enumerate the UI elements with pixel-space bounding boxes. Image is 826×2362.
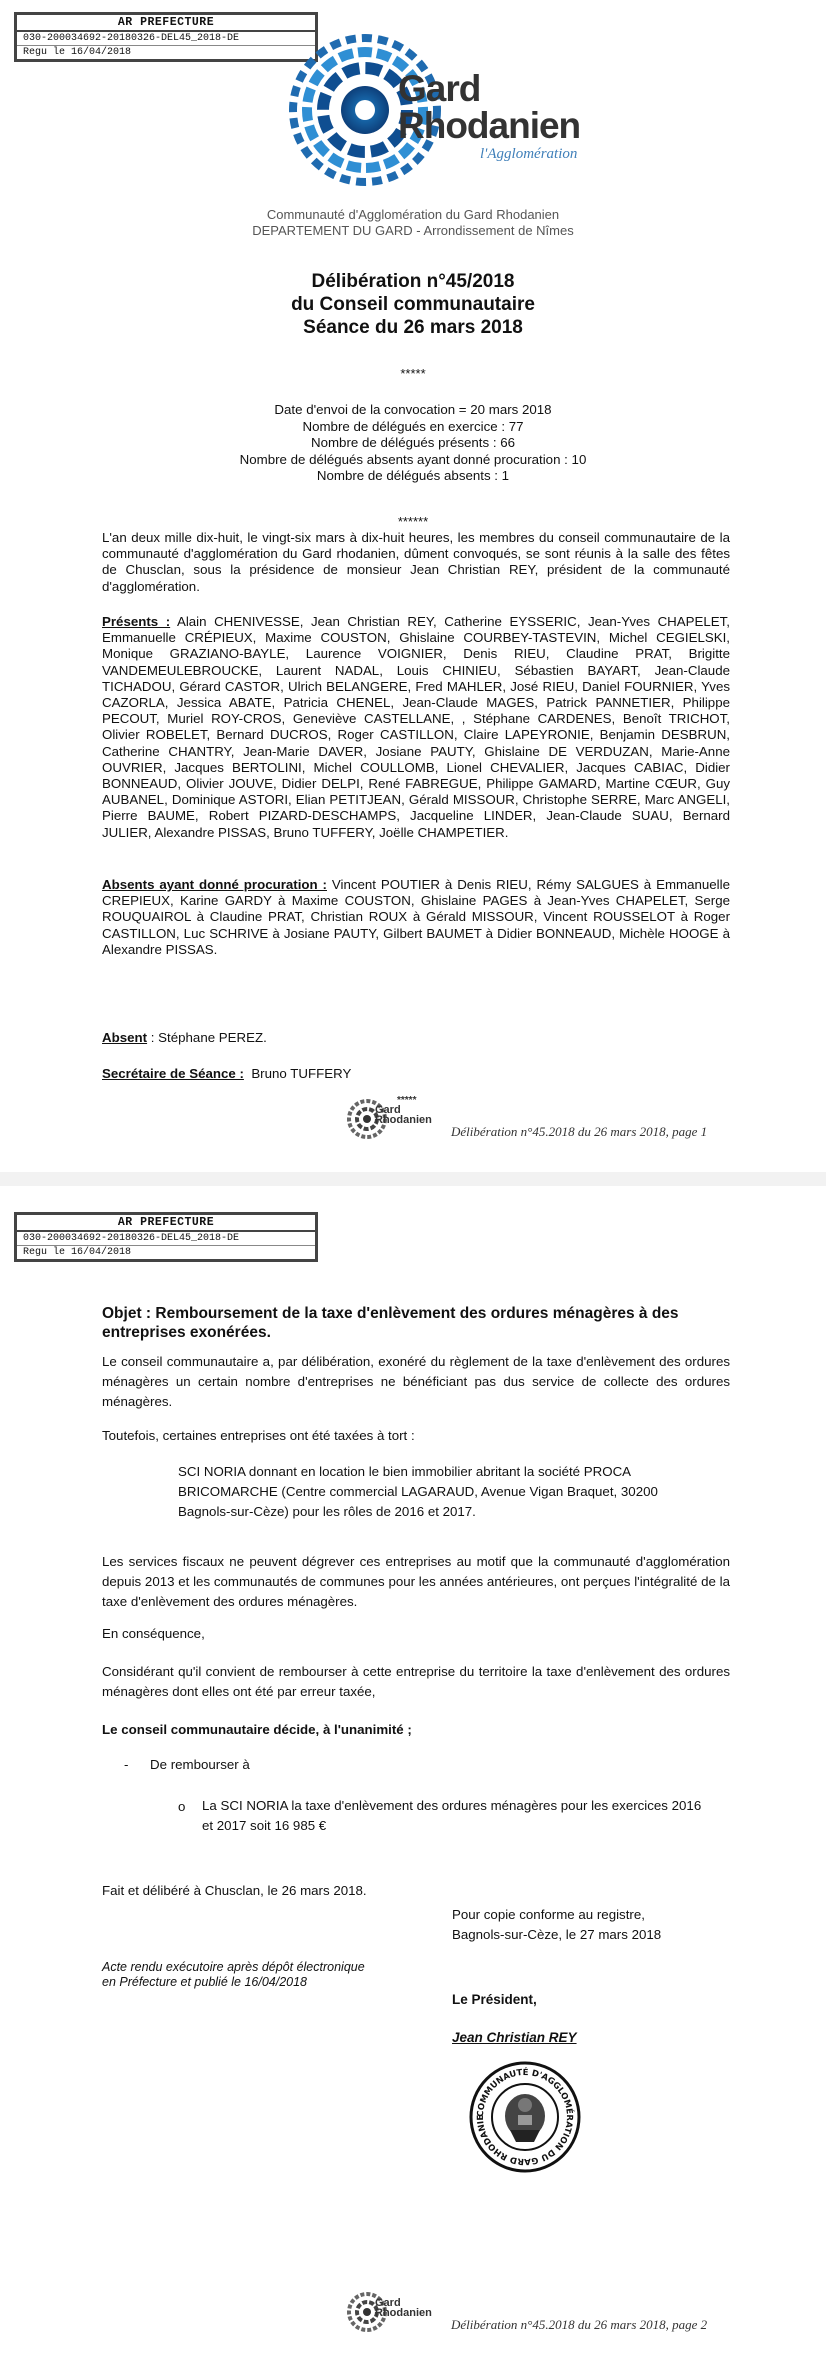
procurations-list: Vincent POUTIER à Denis RIEU, Rémy SALGUES à Emmanuelle CREPIEUX, Karine GARDY à Maxime COUSTON, Ghislaine PAGES à Jean-Yves CHAPELET, Serge ROUQUAIROL à Claudine PRAT, Christian ROUX à Gérald MISSOUR, Vincent ROUSSELOT à Roger CASTILLON, Luc SCHRIVE à Josiane PAUTY, Gilbert BAUMET à Didier BONNEAUD, Michèle HOOGE à Alexandre PISSAS. bbox=[102, 877, 730, 957]
secretaire-line bbox=[102, 1066, 730, 1082]
p2-paragraph-3: Les services fiscaux ne peuvent dégrever ces entreprises au motif que la communauté d'agglomération depuis 2013 et les communautés de communes pour les années antérieures, ont perçues l'intégralité de la taxe d'enlèvement des ordures ménagères. bbox=[102, 1554, 730, 1609]
seal-text: COMMUNAUTÉ D'AGGLOMÉRATION DU GARD RHODANIE bbox=[475, 2067, 575, 2167]
stats-block bbox=[0, 402, 826, 485]
dash-marker: - bbox=[124, 1757, 129, 1772]
president-title: Le Président, bbox=[452, 1992, 537, 2007]
copie-line-2: Bagnols-sur-Cèze, le 27 mars 2018 bbox=[452, 1927, 662, 1942]
acte-block bbox=[102, 1960, 365, 1990]
title-line-1: Délibération n°45/2018 bbox=[311, 271, 515, 292]
objet-heading: Objet : Remboursement de la taxe d'enlèvement des ordures ménagères à des entreprises exonérées. bbox=[102, 1305, 679, 1341]
secretaire-label: Secrétaire de Séance : bbox=[102, 1066, 244, 1081]
p2-paragraph-2: Toutefois, certaines entreprises ont été taxées à tort : bbox=[102, 1428, 415, 1443]
stamp-2-line-2: Regu le 16/04/2018 bbox=[17, 1245, 315, 1259]
footer-page-1: Délibération n°45.2018 du 26 mars 2018, page 1 bbox=[451, 1124, 708, 1139]
stat-exercice: Nombre de délégués en exercice : 77 bbox=[302, 418, 524, 434]
seal-icon bbox=[468, 2060, 582, 2174]
title-line-2: du Conseil communautaire bbox=[291, 294, 535, 315]
procurations-label: Absents ayant donné procuration : bbox=[102, 877, 327, 892]
footer-logo-2-line1: Gard bbox=[375, 2297, 401, 2309]
acte-line-2: en Préfecture et publié le 16/04/2018 bbox=[102, 1975, 308, 1989]
presents-list: Alain CHENIVESSE, Jean Christian REY, Catherine EYSSERIC, Jean-Yves CHAPELET, Emmanuelle CRÉPIEUX, Maxime COUSTON, Ghislaine COURBEY-TASTEVIN, Michel CEGIELSKI, Monique GRAZIANO-BAYLE, Laurence VOIGNIER, Denis RIEU, Claudine PRAT, Brigitte VANDEMEULEBROUCKE, Laurent NADAL, Louis CHINIEU, Sébastien BAYART, Jean-Claude TICHADOU, Gérard CASTOR, Ulrich BELANGERE, Fred MAHLER, José RIEU, Daniel FOURNIER, Yves CAZORLA, Jessica ABATE, Patricia CHENEL, Jean-Claude MAGES, Patrick PANNETIER, Philippe PECOUT, Muriel ROY-CROS, Geneviève CASTELLANE, , Stéphane CARDENES, Benoît TRICHOT, Olivier ROBELET, Bernard DUCROS, Roger CASTILLON, Claire LAPEYRONIE, Benjamin DESBRUN, Catherine CHANTRY, Jean-Marie DAVER, Josiane PAUTY, Ghislaine DE VERDUZAN, Marie-Anne OUVRIER, Jacques BERTOLINI, Michel COULLOMB, Lionel CHEVALIER, Jacques CABIAC, Didier BONNEAUD, Olivier JOUVE, Didier DELPI, René FABREGUE, Philippe GAMARD, Martine CŒUR, Guy AUBANEL, Dominique ASTORI, Elian PETITJEAN, Gérald MISSOUR, Christophe SERRE, Marc ANGELI, Pierre BAUME, Robert PIZARD-DESCHAMPS, Jacqueline LINDER, Jean-Claude SUAU, Bernard JULIER, Alexandre PISSAS, Bruno TUFFERY, Joëlle CHAMPETIER. bbox=[102, 614, 730, 840]
gard-rhodanien-logo bbox=[280, 20, 580, 205]
footer-logo-1-line1: Gard bbox=[375, 1104, 401, 1116]
presents-label: Présents : bbox=[102, 614, 171, 629]
bullet-1: De rembourser à bbox=[150, 1757, 250, 1772]
president-name: Jean Christian REY bbox=[452, 2030, 577, 2045]
p2-indented-entity: SCI NORIA donnant en location le bien immobilier abritant la société PROCA BRICOMARCHE (Centre commercial LAGARAUD, Avenue Vigan Braquet, 30200 Bagnols-sur-Cèze) pour les rôles de 2016 et 2017. bbox=[178, 1464, 658, 1519]
stamp-2-line-1: 030-200034692-20180326-DEL45_2018-DE bbox=[23, 1233, 240, 1244]
footer-stars: ***** bbox=[397, 1095, 417, 1106]
stamp-line-1: 030-200034692-20180326-DEL45_2018-DE bbox=[23, 33, 240, 44]
org-name: Communauté d'Agglomération du Gard Rhodanien bbox=[266, 207, 560, 222]
p2-paragraph-1: Le conseil communautaire a, par délibération, exonéré du règlement de la taxe d'enlèvement des ordures ménagères un certain nombre d'entreprises ne bénéficiant pas dus service de collecte des ordures ménagères. bbox=[102, 1354, 730, 1409]
page-separator bbox=[0, 1172, 826, 1186]
logo-tagline: l'Agglomération bbox=[480, 146, 578, 162]
prefecture-stamp-2 bbox=[14, 1212, 318, 1262]
p2-paragraph-4: En conséquence, bbox=[102, 1626, 205, 1641]
prefecture-stamp bbox=[14, 12, 318, 62]
footer-logo-2 bbox=[345, 2290, 435, 2334]
fait-line: Fait et délibéré à Chusclan, le 26 mars 2018. bbox=[102, 1883, 367, 1898]
stars-separator-1: ***** bbox=[400, 366, 426, 381]
procurations-paragraph bbox=[102, 877, 730, 958]
absent-label: Absent bbox=[102, 1030, 148, 1045]
footer-logo-1 bbox=[345, 1097, 435, 1141]
sub-bullet-1: La SCI NORIA la taxe d'enlèvement des ordures ménagères pour les exercices 2016 et 2017 soit 16 985 € bbox=[202, 1798, 702, 1833]
department: DEPARTEMENT DU GARD - Arrondissement de Nîmes bbox=[252, 223, 574, 238]
official-seal bbox=[468, 2060, 582, 2174]
acte-line-1: Acte rendu exécutoire après dépôt électronique bbox=[102, 1960, 365, 1974]
intro-paragraph: L'an deux mille dix-huit, le vingt-six mars à dix-huit heures, les membres du conseil communautaire de la communauté d'agglomération du Gard rhodanien, dûment convoqués, se sont réunis à la salle des fêtes de Chusclan, sous la présidence de monsieur Jean Christian REY, président de la communauté d'agglomération. bbox=[102, 530, 730, 594]
logo-line-2: Rhodanien bbox=[398, 105, 581, 146]
presents-paragraph bbox=[102, 614, 730, 841]
stars-separator-2: ****** bbox=[397, 514, 429, 529]
deliberation-title bbox=[0, 270, 826, 339]
stat-presents: Nombre de délégués présents : 66 bbox=[310, 435, 515, 450]
stat-convocation: Date d'envoi de la convocation = 20 mars 2018 bbox=[274, 402, 552, 417]
logo-line-1: Gard bbox=[398, 68, 481, 109]
absent-line bbox=[102, 1030, 730, 1046]
footer-page-2: Délibération n°45.2018 du 26 mars 2018, page 2 bbox=[451, 2317, 708, 2332]
decision-line: Le conseil communautaire décide, à l'unanimité ; bbox=[102, 1722, 412, 1737]
stat-absents: Nombre de délégués absents : 1 bbox=[316, 468, 510, 483]
stamp-line-2: Regu le 16/04/2018 bbox=[17, 45, 315, 59]
stamp-title: AR PREFECTURE bbox=[17, 15, 315, 32]
footer-logo-1-line2: Rhodanien bbox=[375, 1114, 432, 1126]
absent-name: : Stéphane PEREZ. bbox=[150, 1030, 267, 1045]
stat-procuration: Nombre de délégués absents ayant donné procuration : 10 bbox=[239, 451, 587, 467]
secretaire-name: Bruno TUFFERY bbox=[251, 1066, 352, 1081]
footer-logo-2-line2: Rhodanien bbox=[375, 2307, 432, 2319]
sub-bullet-marker: o bbox=[178, 1799, 186, 1814]
stamp-2-title: AR PREFECTURE bbox=[17, 1215, 315, 1232]
p2-paragraph-5: Considérant qu'il convient de rembourser à cette entreprise du territoire la taxe d'enlèvement des ordures ménagères dont elles ont été par erreur taxée, bbox=[102, 1664, 730, 1699]
copie-line-1: Pour copie conforme au registre, bbox=[452, 1907, 645, 1922]
title-line-3: Séance du 26 mars 2018 bbox=[303, 317, 523, 338]
